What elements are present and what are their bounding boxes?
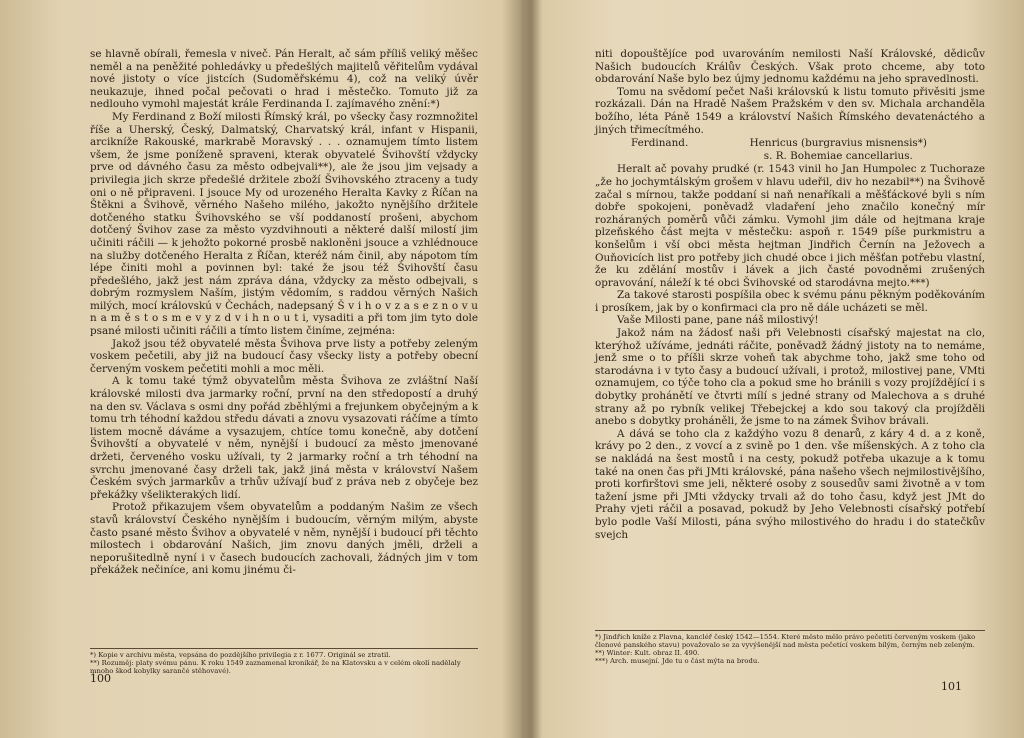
- footnote: *) Kopie v archivu města, vepsána do pozdějšího privilegia z r. 1677. Originál se ztratil.: [90, 651, 391, 659]
- right-footnotes: [595, 630, 985, 665]
- book-gutter: [520, 0, 542, 738]
- right-page-body: [595, 48, 985, 541]
- paragraph: Heralt ač povahy prudké (r. 1543 vinil ho Jan Humpolec z Tuchoraze „že ho jochymtálským grošem v hlavu udeřil, div ho nezabil**) na Švihově začal s mírnou, takže poddaní si naň nenaříkali a měšťáckové byli s ním dobře spokojeni, poněvadž vladaření jeho značilo konečný mír rozháraných poměrů vůči zámku. Vymohl jim dále od hejtmana kraje plzeňského část mejta v městečku: aspoň r. 1549 píše purkmistru a konšelům i vší obci města hejtman Jindřich Černín na Ježovech a Ouňovicích list pro potřeby jich chudé obce i jich měšťan potřebu vlastní, že ku zdělání mostův i lávek a jich časté povodněmi zrušených opravování, náleží k té obci Švihovské od starodávna mejto.***): [595, 163, 985, 289]
- footnote: *) Jindřich kníže z Plavna, kancléř český 1542—1554. Které město mělo právo pečetiti červeným voskem (jako členové panského stavu) považovalo se za vyvýšenější nad města pečetící voskem bílým, černým neb zeleným.: [595, 633, 976, 649]
- right-page: [543, 0, 1024, 738]
- footnote: ***) Arch. musejní. Jde tu o část mýta na brodu.: [595, 657, 760, 665]
- footnote: **) Rozuměj: platy svému pánu. K roku 1549 zaznamenal kroníkář, že na Klatovsku a v celém okolí nadělaly mnoho škod kobylky sarančé stěhovavé).: [90, 659, 461, 675]
- paragraph: Jakož nám na žádosť naši při Velebnosti císařský majestat na clo, kterýhož užíváme, jednáti ráčite, poněvadž žádný jistoty na to nemáme, jenž sme o to příšli skrze voheň tak abychme toho, jakž sme toho od starodávna i v tyto časy a budoucí užívali, i protož, milostivej pane, VMti oznamujem, co týče toho cla a pokud sme ho bránili s vozy projíždějící i s dobytky prohánětí ve čtvrti mílí s jedné strany od Malechova a s druhé strany až po rybník velikej Třebejckej a kdo sou takový cla projížděli anebo s dobytky proháněli, že jsme to na zámek Švihov brávali.: [595, 327, 985, 428]
- left-footnotes: [90, 648, 478, 675]
- footnote: **) Winter: Kult. obraz II. 490.: [595, 649, 700, 657]
- signature-chancellor: [750, 137, 985, 162]
- paragraph: My Ferdinand z Boží milosti Římský král, po všecky časy rozmnožitel říše a Uherský, Český, Dalmatský, Charvatský král, infant v Hispanii, arciknížе Rakouské, markrabě Moravský . . . oznamujem tímto listem všem, že jsme poníženě spraveni, kterak obyvatelé Švihovští vždycky prve od dávného času za město odbejvali**), ale že jsou jim vejsady a privilegia jich skrze předešlé držitele zboží Švihovského ztraceny a tudy oni o ně připraveni. I jsouce My od urozeného Heralta Kavky z Říčan na Štěkni a Švihově, věrného Našeho milého, jakožto nynějšího držitele dotčeného statku Švihovského se vší poddaností prošeni, abychom dotčený Švihov zase za město vyzdvihnouti a některé další milostí jim učiniti ráčili — k jehožto pokorné prosbě nakloněni jsouce a vzhlédnouce na služby dotčeného Heralta z Říčan, kteréž nám činil, aby nápotom tím lépe činiti mohl a povinnen byl: také že jsou též Švihovští času předešlého, jakž jest nám zpráva dána, vždycky za město odbejvali, s dobrým rozmyslem Naším, jistým vědomím, s raddou věrných Našich milých, mocí královskú v Čechách, nadepsaný Š v i h o v z a s e z n o v u n a m ě s t o s m e v y z d v i h n o u t i, vysaditi a při tom jim tyto dole psané milosti učiniti ráčili a tímto listem činíme, zejména:: [90, 110, 478, 338]
- paragraph: A dává se toho cla z každýho vozu 8 denarů, z káry 4 d. a z koně, krávy po 2 den., z vovcí a z svině po 1 den. vše míšenských. A z toho cla se nakládá na šest mostů i na cesty, pokudž potřeba ukazuje a k tomu také na onen čas při JMti královské, pána našeho všech nejmilostivějšího, proti korfirštovi sme jeli, některé osoby z sousedův sami životně a v tom tažení jsme při JMti vždycky trvali až do toho času, když jest JMt do Prahy vjeti ráčil a posavad, pokudž by Jeho Velebnosti císařský potřebí bylo podle Vaší Milosti, pána svýho milostivého do hradu i do statečkův svejch: [595, 427, 985, 541]
- page-number: 101: [941, 680, 962, 693]
- letter-salutation: Vaše Milosti pane, pane náš milostivý!: [617, 314, 819, 327]
- paragraph: Jakož jsou též obyvatelé města Švihova prve listy a potřeby zeleným voskem pečetili, aby již na budoucí časy všecky listy a potřeby obecní červeným voskem pečetiti mohli a moc měli.: [90, 337, 478, 375]
- signature-king: Ferdinand.: [631, 137, 689, 150]
- signature-line: Henricus (burgravius misnensis*): [749, 137, 927, 150]
- paragraph: se hlavně obírali, řemesla v niveč. Pán Heralt, ač sám příliš veliký měšec neměl a na peněžité pohledávky u předešlých majitelů věřitelům vydával nové jistoty o více jistcích (Sudoměřskému 4), což na veliký úvěr neukazuje, ihned počal pečovati o hrad i městečko. Tomuto již za nedlouho vymohl majestát krále Ferdinanda I. zajímavého znění:*): [90, 48, 478, 111]
- paragraph: niti dopouštějíce pod uvarováním nemilosti Naší Královské, dědicův Našich budoucích Králův Českých. Však proto chceme, aby toto obdarování Naše bylo bez újmy jednomu každému na jeho spravedlnosti.: [595, 48, 985, 86]
- paragraph: Za takové starosti pospíšila obec k svému pánu pěkným poděkováním i prosíkem, jak by o konfirmaci cla pro ně dále ucházeti se měl.: [595, 289, 985, 314]
- paragraph: Tomu na svědomí pečet Naši královskú k listu tomuto přivěsiti jsme rozkázali. Dán na Hradě Našem Pražském v den sv. Michala archanděla božího, léta Páně 1549 a království Našich Římského devatenáctého a jiných třimecítmého.: [595, 85, 985, 136]
- page-number: 100: [90, 672, 111, 685]
- left-page-body: [90, 48, 478, 577]
- signature-line: s. R. Bohemiae cancellarius.: [763, 149, 913, 162]
- signature-block: [595, 137, 985, 162]
- paragraph: A k tomu také týmž obyvatelům města Švihova ze zvláštní Naší královské milosti dva jarmarky roční, první na den středopostí a druhý na den sv. Václava s osmi dny pořád zběhlými a frejunkem obyčejným a k tomu trh téhodní každou středu dávati a znovu vysazovati ráčíme a tímto listem mocně dáváme a vysazujem, chtíce tomu konečně, aby dotčení Švihovští a obyvatelé v něm, nynější i budoucí za město jmenované držeti, červeného vosku užívali, ty 2 jarmarky roční a trh téhodní na svrchu jmenované časy drželi tak, jakž jiná města v království Našem Českém svých jarmarkův a trhův užívají buď z práva neb z obyčeje bez překážky všelikterakých lidí.: [90, 375, 478, 501]
- paragraph: Protož přikazujem všem obyvatelům a poddaným Našim ze všech stavů království Českého nynějším i budoucím, věrným milým, abyste často psané město Švihov a obyvatelé v něm, nynější i budoucí při těchto milostech i obdarování Našich, jim znovu daných jměli, drželi a neporušitedlně nyní i v časech budoucích zachovali, žádných jim v tom překážek nečiníce, ani komu jinému či-: [90, 501, 478, 577]
